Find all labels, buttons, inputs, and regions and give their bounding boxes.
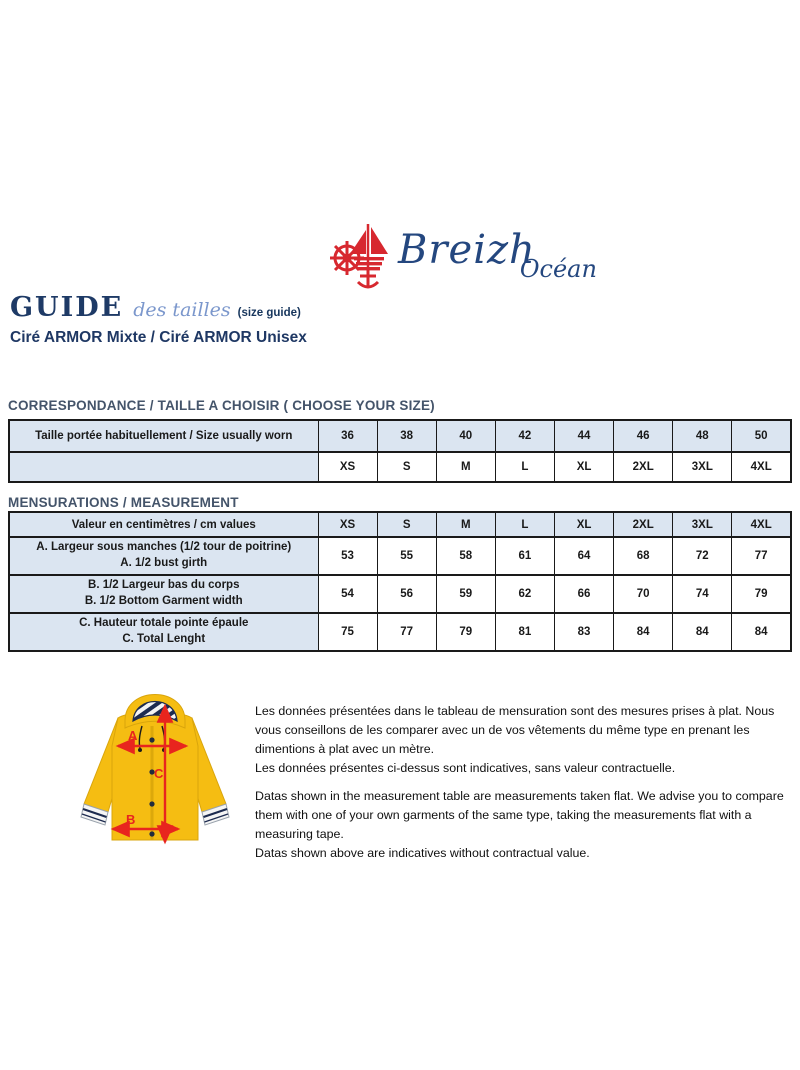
brand-name [398,227,613,283]
value-cell: 75 [318,613,377,651]
size-cell: M [436,452,495,482]
row-label-en: B. 1/2 Bottom Garment width [84,595,243,607]
value-cell: 79 [436,613,495,651]
label-c: C [154,766,164,781]
brand-word-ocean: Océan [519,255,597,283]
value-cell: 83 [555,613,614,651]
guide-subtitle-en: (size guide) [237,307,301,319]
value-cell: 53 [318,537,377,575]
size-cell: 36 [318,420,377,452]
value-cell: 74 [673,575,732,613]
measurements-heading: MENSURATIONS / MEASUREMENT [8,495,239,510]
value-cell: 81 [495,613,554,651]
row-label-fr: A. Largeur sous manches (1/2 tour de poitrine) [36,541,292,554]
column-header: 4XL [732,512,791,537]
size-cell: 44 [555,420,614,452]
guide-subtitle-fr: des tailles [133,299,231,321]
measurements-table [8,511,792,652]
value-cell: 68 [614,537,673,575]
note-fr-2: Les données présentes ci-dessus sont indicatives, sans valeur contractuelle. [255,760,676,775]
value-cell: 79 [732,575,791,613]
empty-label-cell [9,452,318,482]
size-cell: 38 [377,420,436,452]
value-cell: 77 [732,537,791,575]
column-header: S [377,512,436,537]
value-cell: 66 [555,575,614,613]
label-b: B [126,812,136,827]
size-cell: 4XL [732,452,791,482]
sailboat-wheel-anchor-icon [330,220,390,292]
row-label-fr: B. 1/2 Largeur bas du corps [88,579,240,592]
row-label-en: A. 1/2 bust girth [120,557,208,569]
row-label-en: C. Total Lenght [122,633,206,645]
size-cell: 46 [614,420,673,452]
value-cell: 59 [436,575,495,613]
value-cell: 84 [614,613,673,651]
value-cell: 55 [377,537,436,575]
raincoat-measurement-diagram [68,676,243,858]
brand-logo [330,220,613,292]
row-label: Taille portée habituellement / Size usually worn [9,420,318,452]
column-header: L [495,512,554,537]
column-header: 2XL [614,512,673,537]
measurement-notes [255,702,800,863]
guide-word: GUIDE [10,292,124,323]
size-cell: XS [318,452,377,482]
column-header: XL [555,512,614,537]
product-title: Ciré ARMOR Mixte / Ciré ARMOR Unisex [10,329,307,346]
size-cell: 42 [495,420,554,452]
size-cell: S [377,452,436,482]
table-row-b [9,575,791,613]
column-header: M [436,512,495,537]
size-cell: 3XL [673,452,732,482]
guide-title [10,292,301,323]
value-cell: 70 [614,575,673,613]
size-cell: XL [555,452,614,482]
size-cell: 40 [436,420,495,452]
note-en-1: Datas shown in the measurement table are measurements taken flat. We advise you to compare them with one of your own garments of the same type, taking the measurements flat with a measuring tape. [255,789,784,842]
correspondence-table [8,419,792,483]
value-cell: 84 [673,613,732,651]
row-label-fr: C. Hauteur totale pointe épaule [79,617,249,630]
value-cell: 56 [377,575,436,613]
table-row-c [9,613,791,651]
row-label [9,575,318,613]
size-cell: 48 [673,420,732,452]
value-cell: 72 [673,537,732,575]
row-label [9,537,318,575]
header-label: Valeur en centimètres / cm values [9,512,318,537]
value-cell: 84 [732,613,791,651]
table-header-row [9,512,791,537]
value-cell: 58 [436,537,495,575]
table-row [9,452,791,482]
column-header: 3XL [673,512,732,537]
note-en-2: Datas shown above are indicatives without contractual value. [255,845,590,860]
correspondence-heading: CORRESPONDANCE / TAILLE A CHOISIR ( CHOOSE YOUR SIZE) [8,398,435,413]
size-cell: 2XL [614,452,673,482]
size-cell: 50 [732,420,791,452]
brand-word-breizh: Breizh [398,227,536,273]
value-cell: 62 [495,575,554,613]
value-cell: 64 [555,537,614,575]
value-cell: 61 [495,537,554,575]
size-cell: L [495,452,554,482]
column-header: XS [318,512,377,537]
note-fr-1: Les données présentées dans le tableau de mensuration sont des mesures prises à plat. Nous vous conseillons de les comparer avec un de vos vêtements du même type en prenant les dimentions à plat avec un mètre. [255,704,775,756]
row-label [9,613,318,651]
value-cell: 54 [318,575,377,613]
table-row-a [9,537,791,575]
value-cell: 77 [377,613,436,651]
table-row [9,420,791,452]
label-a: A [128,728,138,743]
